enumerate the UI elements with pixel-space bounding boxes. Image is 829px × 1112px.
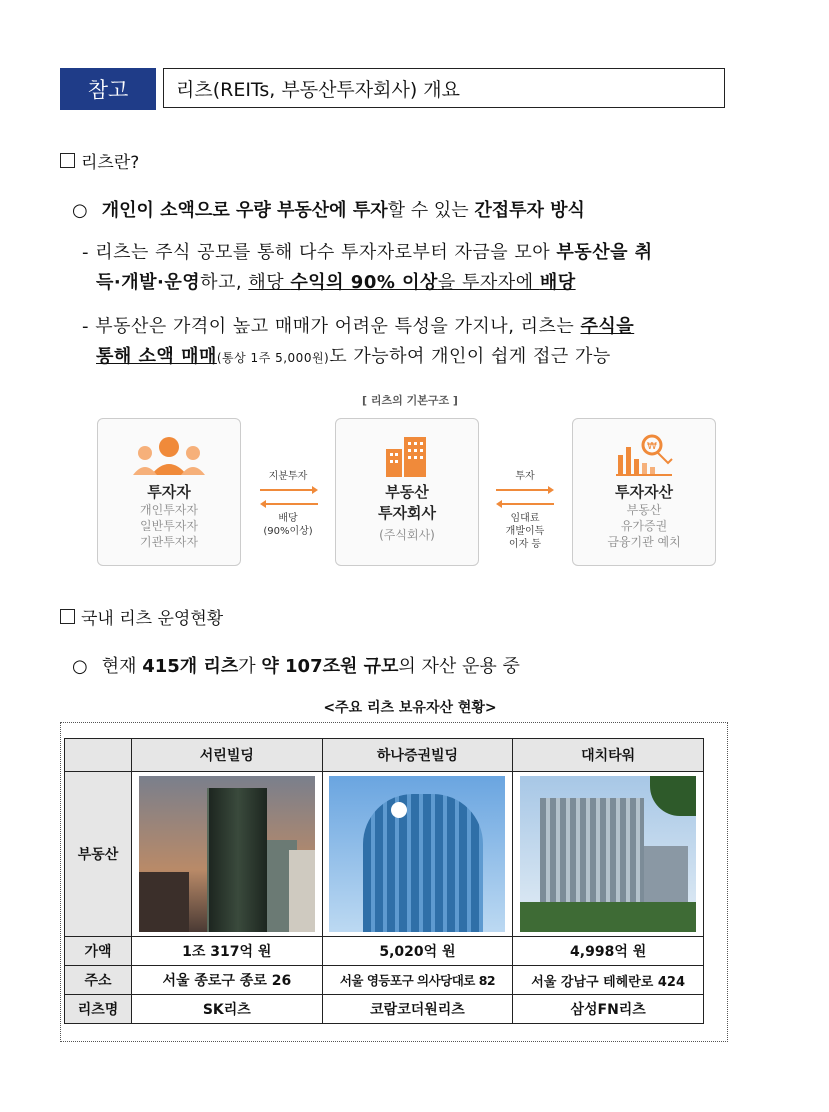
table-cell: 삼성FN리츠 bbox=[513, 995, 704, 1024]
table-caption: <주요 리츠 보유자산 현황> bbox=[323, 700, 497, 716]
column-header: 하나증권빌딩 bbox=[322, 739, 513, 772]
table-cell: 코람코더원리츠 bbox=[322, 995, 513, 1024]
section-heading-text: 국내 리츠 운영현황 bbox=[81, 609, 224, 629]
bullet-status: ○ 현재 415개 리츠가 약 107조원 규모의 자산 운용 중 bbox=[72, 656, 520, 677]
row-label: 부동산 bbox=[65, 772, 132, 937]
row-label: 가액 bbox=[65, 937, 132, 966]
bullet-definition: ○ 개인이 소액으로 우량 부동산에 투자할 수 있는 간접투자 방식 bbox=[72, 200, 585, 221]
table-row bbox=[65, 995, 704, 1024]
section-heading-status bbox=[60, 604, 223, 629]
photo-cell bbox=[322, 772, 513, 937]
investor-card bbox=[97, 418, 241, 566]
table-row-photo bbox=[65, 772, 704, 937]
reit-assets-table bbox=[64, 738, 704, 1024]
table-cell: 서울 강남구 테헤란로 424 bbox=[513, 966, 704, 995]
building-photo-hana bbox=[329, 776, 505, 932]
asset-sub: 부동산 bbox=[626, 503, 662, 517]
arrows-investor-reit bbox=[258, 485, 320, 509]
arrows-reit-asset bbox=[494, 485, 556, 509]
asset-card bbox=[572, 418, 716, 566]
photo-cell bbox=[513, 772, 704, 937]
svg-text:₩: ₩ bbox=[647, 441, 657, 452]
asset-chart-icon bbox=[612, 433, 676, 477]
asset-sub: 유가증권 bbox=[620, 519, 668, 533]
column-header: 대치타워 bbox=[513, 739, 704, 772]
table-cell: SK리츠 bbox=[132, 995, 323, 1024]
reit-sub: (주식회사) bbox=[379, 528, 435, 542]
column-header: 서린빌딩 bbox=[132, 739, 323, 772]
investor-sub: 기관투자자 bbox=[140, 535, 198, 549]
photo-cell bbox=[132, 772, 323, 937]
checkbox-square-icon bbox=[60, 153, 75, 168]
reference-tag: 참고 bbox=[60, 68, 156, 110]
checkbox-square-icon bbox=[60, 609, 75, 624]
page-title: 리츠(REITs, 부동산투자회사) 개요 bbox=[163, 68, 725, 108]
row-label: 리츠명 bbox=[65, 995, 132, 1024]
table-header-row bbox=[65, 739, 704, 772]
investment-label: 투자 bbox=[515, 471, 535, 482]
building-photo-daechi bbox=[520, 776, 696, 932]
circle-bullet-icon: ○ bbox=[72, 656, 88, 677]
asset-sub: 금융기관 예치 bbox=[607, 535, 681, 549]
row-label: 주소 bbox=[65, 966, 132, 995]
table-cell: 5,020억 원 bbox=[322, 937, 513, 966]
circle-bullet-icon: ○ bbox=[72, 200, 88, 221]
building-photo-seorin bbox=[139, 776, 315, 932]
section-heading-reits bbox=[60, 148, 139, 173]
dash-paragraph-2: - 부동산은 가격이 높고 매매가 어려운 특성을 가지나, 리츠는 주식을 통해 소액 매매(통상 1주 5,000원)도 가능하여 개인이 쉽게 접근 가능 bbox=[82, 316, 635, 367]
reit-title-1: 부동산 bbox=[385, 483, 429, 501]
table-row bbox=[65, 937, 704, 966]
table-row bbox=[65, 966, 704, 995]
investor-sub: 일반투자자 bbox=[140, 519, 198, 533]
dividend-label: 배당 (90%이상) bbox=[263, 513, 313, 537]
table-cell: 1조 317억 원 bbox=[132, 937, 323, 966]
table-cell: 서울 종로구 종로 26 bbox=[132, 966, 323, 995]
returns-label: 임대료 개발이득 이자 등 bbox=[505, 513, 545, 550]
reit-card bbox=[335, 418, 479, 566]
equity-investment-label: 지분투자 bbox=[268, 471, 308, 482]
dash-paragraph-1: - 리츠는 주식 공모를 통해 다수 투자자로부터 자금을 모아 부동산을 취 득·개발·운영하고, 해당 수익의 90% 이상을 투자자에 배당 bbox=[82, 242, 653, 293]
building-icon bbox=[382, 433, 432, 477]
people-icon bbox=[129, 433, 209, 477]
table-corner bbox=[65, 739, 132, 772]
section-heading-text: 리츠란? bbox=[81, 153, 140, 173]
table-cell: 4,998억 원 bbox=[513, 937, 704, 966]
diagram-title: [ 리츠의 기본구조 ] bbox=[362, 394, 458, 407]
investor-sub: 개인투자자 bbox=[140, 503, 198, 517]
investor-title: 투자자 bbox=[147, 483, 191, 501]
reit-title-2: 투자회사 bbox=[378, 504, 436, 522]
asset-title: 투자자산 bbox=[615, 483, 673, 501]
table-cell: 서울 영등포구 의사당대로 82 bbox=[322, 966, 513, 995]
